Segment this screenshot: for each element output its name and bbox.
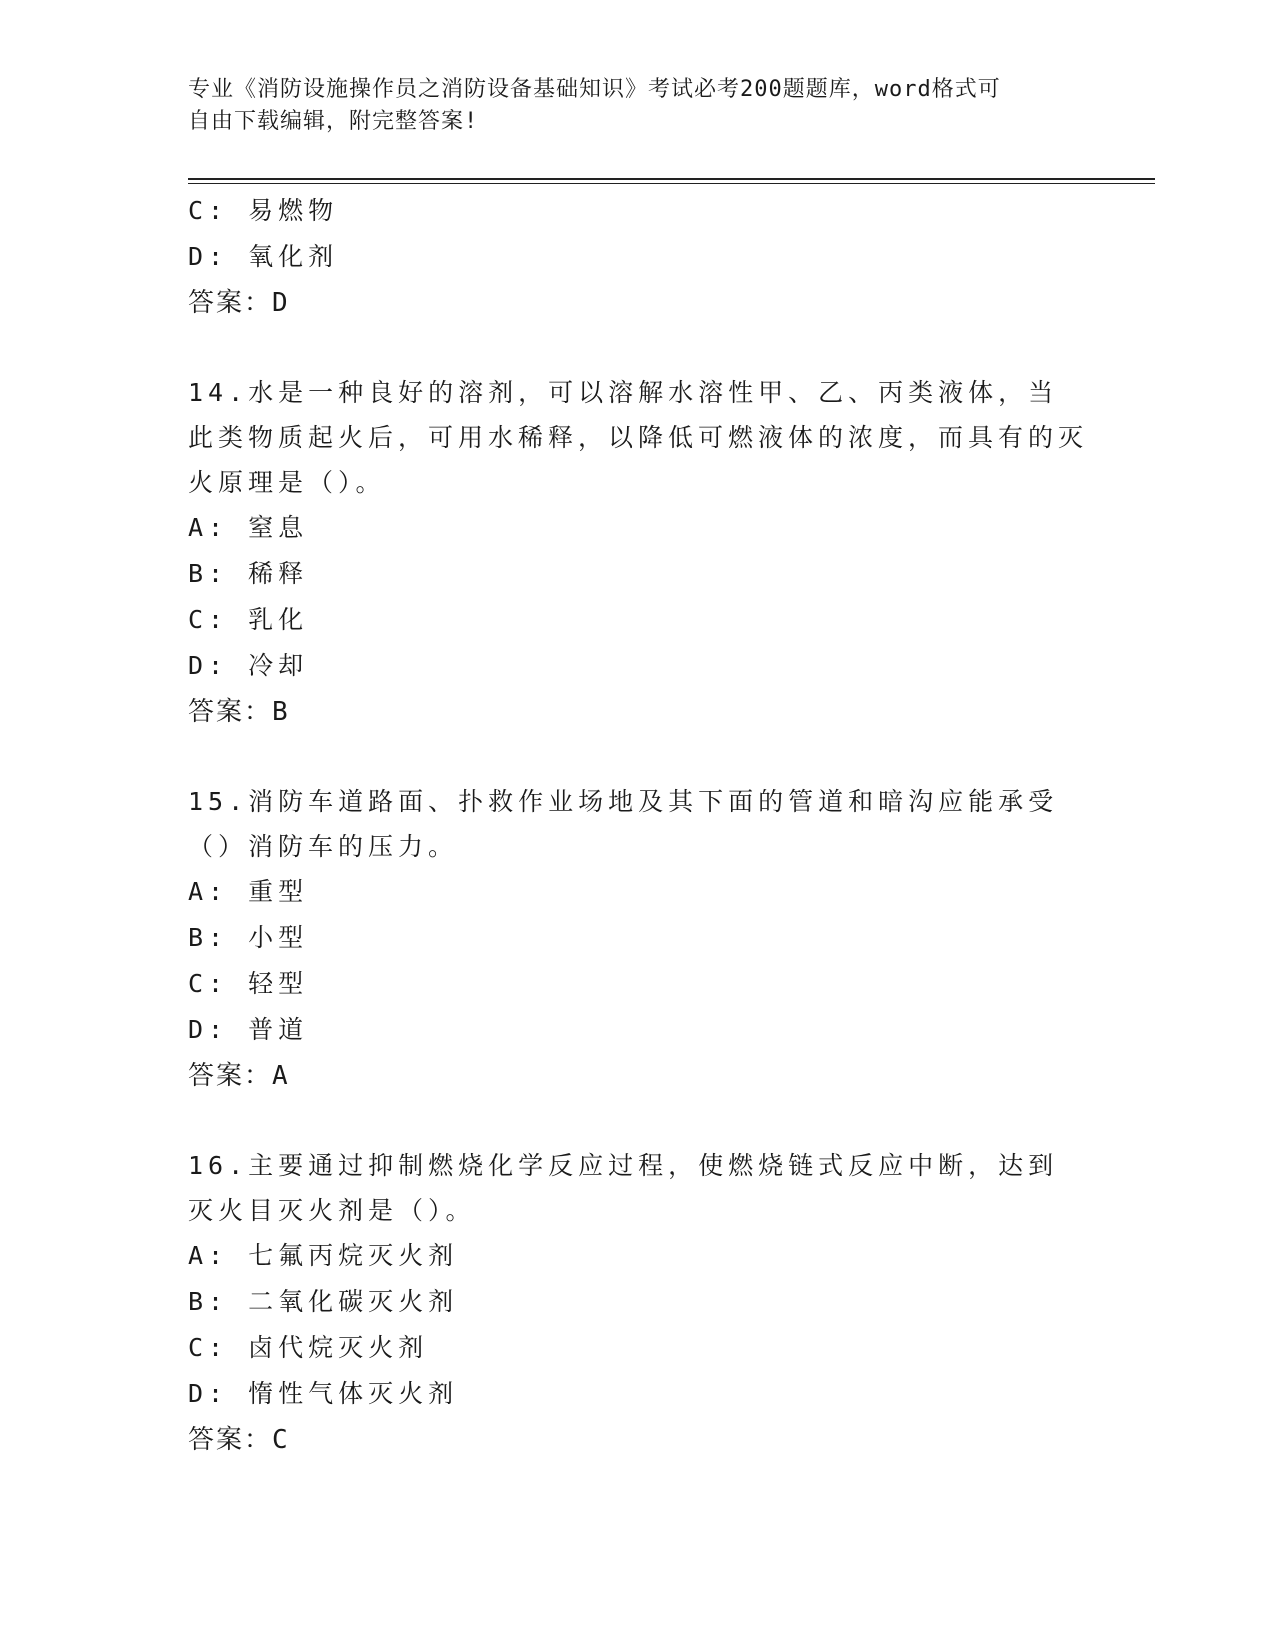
option-key: B:	[188, 559, 229, 588]
question-14	[188, 370, 1088, 735]
option-d	[188, 643, 1088, 689]
option-key: C:	[188, 969, 229, 998]
option-a	[188, 1233, 1088, 1279]
option-b	[188, 1279, 1088, 1325]
option-b	[188, 915, 1088, 961]
question-stem: 15.消防车道路面、扑救作业场地及其下面的管道和暗沟应能承受（）消防车的压力。	[188, 787, 1059, 861]
option-d	[188, 1007, 1088, 1053]
option-text: 稀释	[248, 559, 309, 588]
option-text: 小型	[248, 923, 309, 952]
question-15	[188, 779, 1088, 1099]
option-d	[188, 234, 1088, 280]
option-a	[188, 869, 1088, 915]
option-text: 轻型	[248, 969, 309, 998]
question-content	[188, 188, 1088, 1463]
header-title-line-1: 专业《消防设施操作员之消防设备基础知识》考试必考200题题库，word格式可	[188, 77, 1001, 102]
question-stem: 16.主要通过抑制燃烧化学反应过程，使燃烧链式反应中断，达到灭火目灭火剂是（）。	[188, 1151, 1059, 1225]
question-16	[188, 1143, 1088, 1463]
document-header	[188, 74, 1068, 138]
option-key: A:	[188, 877, 229, 906]
option-text: 重型	[248, 877, 309, 906]
option-c	[188, 597, 1088, 643]
header-title-line-2: 自由下载编辑，附完整答案!	[188, 109, 479, 134]
option-text: 普道	[248, 1015, 309, 1044]
answer-line: 答案：D	[188, 288, 290, 318]
answer-line: 答案：B	[188, 697, 290, 727]
question-stem: 14.水是一种良好的溶剂，可以溶解水溶性甲、乙、丙类液体，当此类物质起火后，可用水稀释，以降低可燃液体的浓度，而具有的灭火原理是（）。	[188, 378, 1089, 497]
option-text: 二氧化碳灭火剂	[248, 1287, 459, 1316]
option-key: B:	[188, 1287, 229, 1316]
option-key: A:	[188, 1241, 229, 1270]
option-key: D:	[188, 651, 229, 680]
option-text: 惰性气体灭火剂	[248, 1379, 459, 1408]
option-text: 冷却	[248, 651, 309, 680]
option-key: D:	[188, 242, 229, 271]
option-text: 易燃物	[248, 196, 339, 225]
header-divider-thin	[188, 183, 1155, 184]
option-text: 窒息	[248, 513, 309, 542]
option-a	[188, 505, 1088, 551]
option-d	[188, 1371, 1088, 1417]
option-key: D:	[188, 1379, 229, 1408]
option-key: C:	[188, 605, 229, 634]
option-key: B:	[188, 923, 229, 952]
option-text: 氧化剂	[248, 242, 339, 271]
option-text: 乳化	[248, 605, 309, 634]
option-c	[188, 1325, 1088, 1371]
option-b	[188, 551, 1088, 597]
option-text: 卤代烷灭火剂	[248, 1333, 429, 1362]
option-c	[188, 961, 1088, 1007]
option-key: C:	[188, 1333, 229, 1362]
option-text: 七氟丙烷灭火剂	[248, 1241, 459, 1270]
option-key: D:	[188, 1015, 229, 1044]
option-c	[188, 188, 1088, 234]
answer-line: 答案：A	[188, 1061, 290, 1091]
prev-question	[188, 188, 1088, 326]
option-key: A:	[188, 513, 229, 542]
header-divider-thick	[188, 178, 1155, 180]
answer-line: 答案：C	[188, 1425, 290, 1455]
option-key: C:	[188, 196, 229, 225]
